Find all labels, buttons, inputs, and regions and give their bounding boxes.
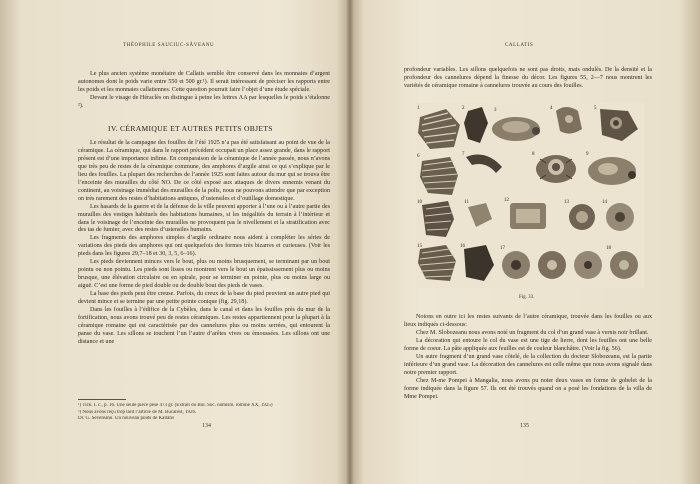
figure-number: 12 bbox=[504, 198, 509, 203]
loom-weight bbox=[538, 251, 566, 279]
body-paragraph: Dans les fouilles à l’édifice de la Cybèles, dans le canal et dans les fouilles près du mur de la fortification, nous avons trouvé peu de restes céramiques. Les restes appartiennent pour la plupart à la céramique romaine qui est caractérisée par des cannelures plus ou moins serrées, qui entourent la panse du vase. Les sillons se touchent l’un l’autre d’arêtes vives ou émoussées. Les sillons ont une distance et une bbox=[78, 307, 330, 345]
intro-paragraph: Devant le visage de Héraclès on distingue à peine les lettres ΛΑ par lesquelles le poids s’étalonne ²). bbox=[78, 94, 330, 109]
footnote: ²) Nous avons reçu trop tard l’article de M. Bucarest, 1926. bbox=[78, 409, 197, 415]
figure-number: 15 bbox=[417, 244, 422, 249]
intro-paragraph: Le plus ancien système monétaire de Callatis semble être conservé dans les monnaies d’argent autonomes dont le poids varie entre 550 et 500 gr.¹). Il serait intéressant de préciser les rapports entre les poids et les monnaies callatiennes. Cette question pourrait faire l’objet d’une étude spéciale. bbox=[78, 71, 330, 93]
figure-number: 13 bbox=[564, 200, 569, 205]
lamp-body bbox=[588, 157, 636, 185]
body-paragraph: Chez M-me Pompei à Mangalia, nous avons pu noter deux vases en forme de gobelet de la forme indiquée dans la figure 57. Ils ont été trouvés quand on a posé les fondations de la villa de Mme Pompei. bbox=[404, 377, 652, 400]
figure-number: 14 bbox=[602, 200, 607, 205]
right-page-number: 135 bbox=[520, 423, 529, 429]
figure-number: 8 bbox=[532, 152, 535, 157]
figure-number: 16 bbox=[460, 244, 465, 249]
disk-fragment bbox=[606, 203, 634, 231]
right-top-text bbox=[404, 67, 652, 91]
loom-weight bbox=[610, 251, 638, 279]
figure-number: 7 bbox=[462, 152, 465, 157]
body-paragraph: Les hasards de la guerre et de la défense de la ville peuvent apporter à l’une ou à l’autre partie des murailles des vestiges habituels des habitations humaines, si les inégalités du terrain à l’intérieur et dans le voisinage de l’enceinte des murailles ne provoquent pas le nivellement et la stratification avec des tas de fumier, avec des restes d’ustensiles humains. bbox=[78, 203, 330, 234]
body-paragraph: La base des pieds peut être creuse. Parfois, du creux de la base du pied peuvient un autre pied qui devient mince et se termine par une petite pointe conique (fig. 29,18). bbox=[78, 291, 330, 306]
figure-caption: Fig. 33. bbox=[519, 295, 535, 300]
body-paragraph: Les fragments des amphores simples d’argile ordinaire nous aident à compléter les séries de variations des pieds des amphores qui ont quelquefois des formes très bizarres et curieuses. (Voir les pieds dans les figures 29,7–18 et 30, 3, 5, 6–16). bbox=[78, 235, 330, 258]
body-paragraph: La décoration qui entoure le col du vase est une tige de lierre, dont les feuilles ont une belle forme de coeur. La pâte appliquée aux feuilles est de couleur blanchâtre. (Voir la fig. 56). bbox=[404, 337, 652, 352]
section-heading: IV. CÉRAMIQUE ET AUTRES PETITS OBJETS bbox=[108, 124, 273, 133]
body-paragraph: Le résultat de la campagne des fouilles de l’été 1925 n’a pas été satisfaisant au point de vue de la céramique. La céramique, qui dans le rapport précédent occupait un place assez grande, dans le rapport présent est d’une importance infime. En comparaison de la céramique de l’année passée, nous n’avons que très peu de restes de la céramique commune, des amphores d’argile ainsi ce qui s’explique par le lieu des fouilles. La plupart des recherches de l’année 1925 sont faites autour du mur qui se trouva être l’enceinte des murailles du côté NO. De ce côté exposé aux attaques de divers ennemis venant du continent, au voisinage immédiat des murailles de la polis, nous ne pouvons attendre que par exception on très rarement des restes d’habitations antiques, d’ustensiles et d’outillage domestique. bbox=[78, 140, 330, 202]
figure-number: 11 bbox=[464, 200, 469, 205]
body-paragraph: Chez M. Slobozeanu nous avons noté un fragment du col d’un grand vase à vernis noir brillant. bbox=[416, 329, 649, 336]
disk-fragment bbox=[569, 204, 595, 230]
figure-number: 6 bbox=[417, 154, 420, 159]
right-bottom-text bbox=[404, 314, 652, 401]
ceramics-figure bbox=[416, 103, 644, 288]
footnote: ¹) Tick. I. c., p. 16. Une seule pièce pèse 473 gr. (Extrait du Bul. Soc. numism. romîne XX, 1925) bbox=[78, 403, 273, 408]
ornate-lamp bbox=[536, 155, 576, 183]
lamp-fragment bbox=[492, 117, 540, 141]
figure-number: 4 bbox=[550, 106, 553, 111]
figure-number: 17 bbox=[500, 246, 505, 251]
figure-number: 10 bbox=[417, 200, 422, 205]
body-paragraph: profondeur variables. Les sillons quelquefois ne sont pas droits, mais ondulés. De la densité et la profondeur des cannelures dépend la finesse du décor. Les figures 55, 2—7 nous montrent les variétés de céramique romaine à cannelures trouvée au cours des fouilles. bbox=[404, 67, 652, 89]
figure-number: 18 bbox=[606, 246, 611, 251]
figure-number: 2 bbox=[462, 106, 465, 111]
figure-number: 9 bbox=[586, 152, 589, 157]
figure-number: 3 bbox=[494, 108, 497, 113]
loom-weight bbox=[502, 251, 530, 279]
loom-weight bbox=[574, 251, 602, 279]
figure-number: 5 bbox=[594, 106, 597, 111]
left-page-number: 134 bbox=[202, 423, 211, 429]
body-paragraph: Les pieds deviennent minces vers le bout, plus ou moins brusquement, se terminant par un bout pointu ou non pointu. Les pieds sont lisses ou montrent vers le bout un épaississement plus ou moins brusque, une élévation circulaire ou en spirale, pour se terminer en pointe, plus ou moins large ou aiguë. C’est une forme de pied double ou de double bout des pieds de vases. bbox=[78, 259, 330, 290]
right-running-head: CALLATIS bbox=[505, 43, 534, 48]
body-paragraph: Un autre fragment d’un grand vase côtelé, de la collection du docteur Slobozeanu, est la partie inférieure d’un grand vase. La décoration des cannelures est celle même que nous avons signalé dans notre premier rapport. bbox=[404, 353, 652, 376]
body-paragraph: Notons en outre ici les restes suivants de l’autre céramique, trouvée dans les fouilles ou aux lieux indiqués ci-dessous: bbox=[404, 314, 652, 328]
amphora-stamp bbox=[510, 203, 546, 229]
figure-number: 1 bbox=[417, 106, 420, 111]
footnote: Dr. G. Severeanu. Un nouveau poids de Kallatis bbox=[78, 416, 175, 422]
left-running-head: THÉOPHILE SAUCIUC-SĂVEANU bbox=[123, 43, 215, 48]
